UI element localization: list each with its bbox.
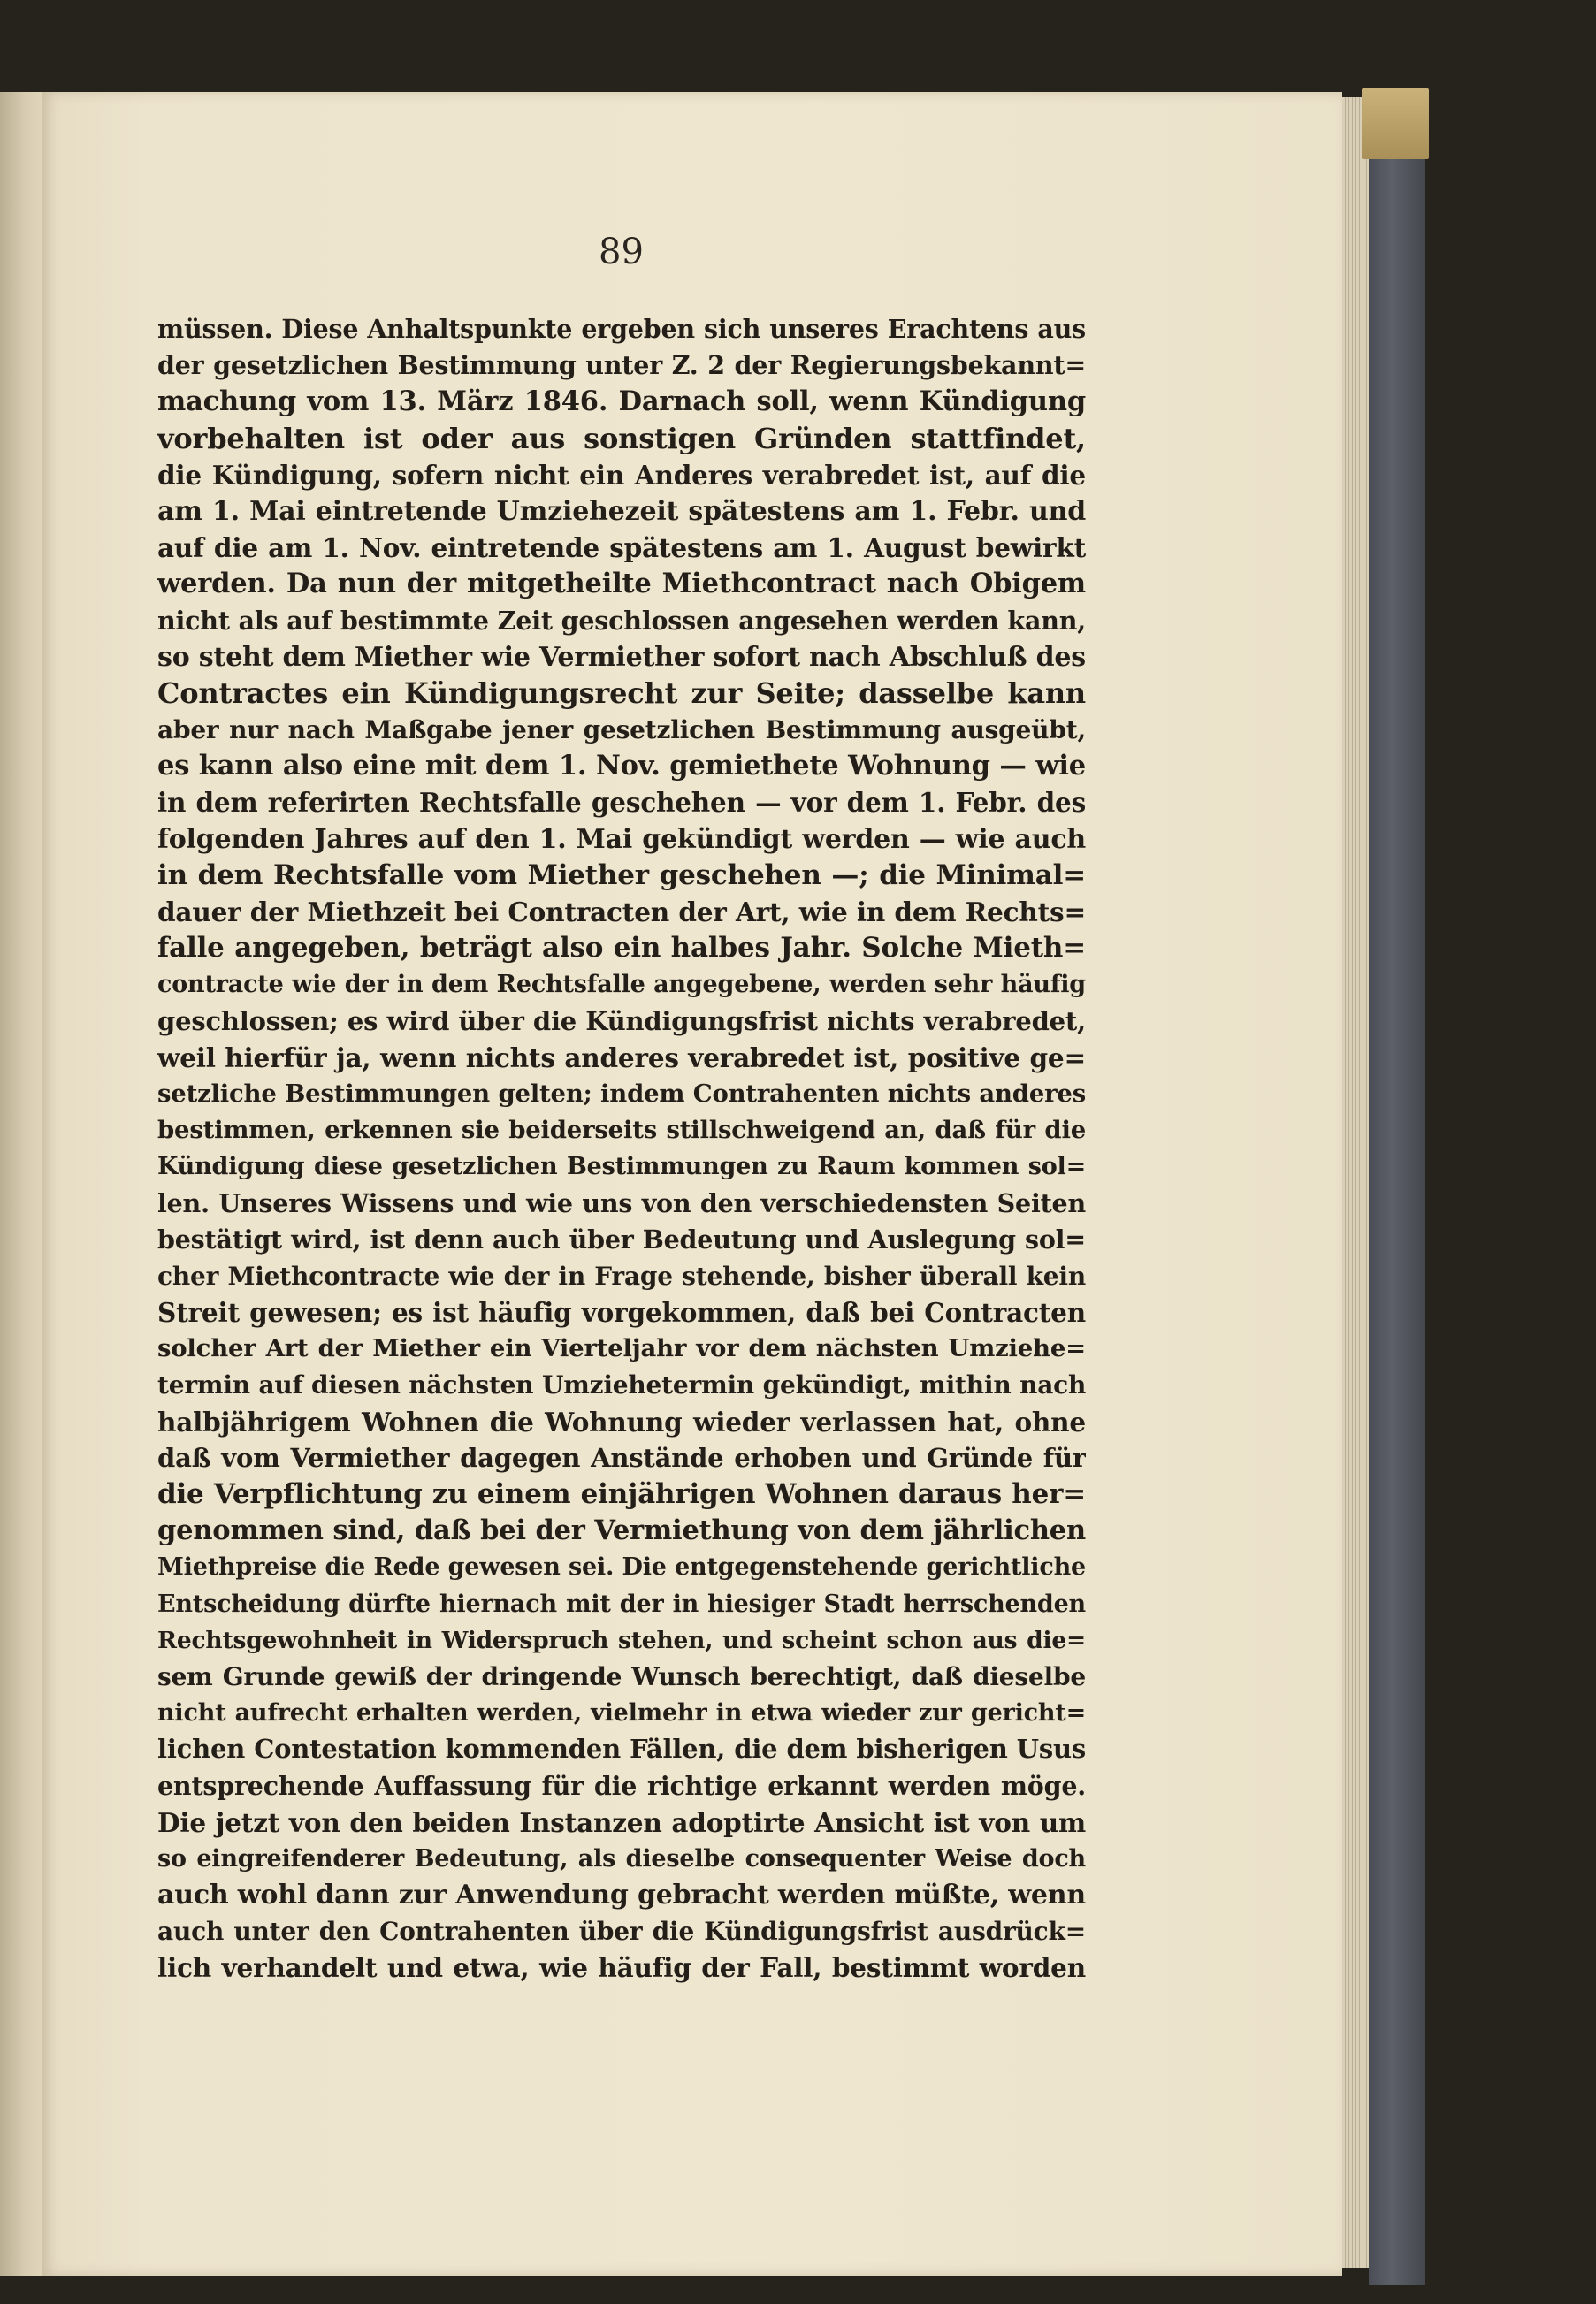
text-line: in dem referirten Rechtsfalle geschehen — vor dem 1. Febr. des — [157, 787, 1086, 819]
text-line: Miethpreise die Rede gewesen sei. Die entgegenstehende gerichtliche — [157, 1553, 1086, 1582]
text-line: Entscheidung dürfte hiernach mit der in hiesiger Stadt herrschenden — [157, 1590, 1086, 1618]
text-line: werden. Da nun der mitgetheilte Miethcontract nach Obigem — [157, 568, 1086, 600]
text-line: contracte wie der in dem Rechtsfalle angegebene, werden sehr häufig — [157, 971, 1086, 999]
page-edges — [1342, 97, 1369, 2268]
text-line: genommen sind, daß bei der Vermiethung von dem jährlichen — [157, 1514, 1086, 1547]
text-line: lichen Contestation kommenden Fällen, die dem bisherigen Usus — [157, 1734, 1086, 1765]
text-line: halbjährigem Wohnen die Wohnung wieder verlassen hat, ohne — [157, 1406, 1086, 1438]
text-line: bestimmen, erkennen sie beiderseits stillschweigend an, daß für die — [157, 1116, 1086, 1145]
book-cover — [1369, 88, 1425, 2285]
text-line: es kann also eine mit dem 1. Nov. gemiethete Wohnung — wie — [157, 750, 1086, 782]
text-line: machung vom 13. März 1846. Darnach soll, wenn Kündigung — [157, 385, 1086, 418]
text-line: Rechtsgewohnheit in Widerspruch stehen, und scheint schon aus die= — [157, 1626, 1086, 1654]
text-line: Streit gewesen; es ist häufig vorgekommen, daß bei Contracten — [157, 1297, 1086, 1329]
text-line: nicht aufrecht erhalten werden, vielmehr in etwa wieder zur gericht= — [157, 1699, 1086, 1728]
text-line: Kündigung diese gesetzlichen Bestimmungen zu Raum kommen sol= — [157, 1153, 1086, 1181]
text-line: die Verpflichtung zu einem einjährigen Wohnen daraus her= — [157, 1478, 1086, 1510]
text-line: falle angegeben, beträgt also ein halbes Jahr. Solche Mieth= — [157, 932, 1086, 965]
page-number: 89 — [599, 232, 644, 272]
previous-page-edge — [0, 92, 43, 2276]
text-line: termin auf diesen nächsten Umziehetermin gekündigt, mithin nach — [157, 1370, 1086, 1400]
text-line: auch wohl dann zur Anwendung gebracht werden müßte, wenn — [157, 1880, 1086, 1911]
text-line: setzliche Bestimmungen gelten; indem Contrahenten nichts anderes — [157, 1079, 1086, 1108]
text-line: solcher Art der Miether ein Vierteljahr vor dem nächsten Umziehe= — [157, 1334, 1086, 1363]
text-line: in dem Rechtsfalle vom Miether geschehen —; die Minimal= — [157, 858, 1086, 891]
text-line: die Kündigung, sofern nicht ein Anderes verabredet ist, auf die — [157, 459, 1086, 491]
text-line: so eingreifenderer Bedeutung, als dieselbe consequenter Weise doch — [157, 1844, 1086, 1873]
body-text — [157, 311, 1086, 1987]
text-line: cher Miethcontracte wie der in Frage stehende, bisher überall kein — [157, 1261, 1086, 1291]
text-line: der gesetzlichen Bestimmung unter Z. 2 der Regierungsbekannt= — [157, 350, 1086, 381]
text-line: bestätigt wird, ist denn auch über Bedeutung und Auslegung sol= — [157, 1224, 1086, 1255]
text-line: folgenden Jahres auf den 1. Mai gekündigt werden — wie auch — [157, 823, 1086, 855]
text-line: Die jetzt von den beiden Instanzen adoptirte Ansicht ist von um — [157, 1806, 1086, 1838]
cover-corner — [1362, 88, 1429, 159]
text-line: vorbehalten ist oder aus sonstigen Gründen stattfindet, — [157, 421, 1086, 455]
text-line: am 1. Mai eintretende Umziehezeit spätestens am 1. Febr. und — [157, 495, 1086, 527]
text-line: nicht als auf bestimmte Zeit geschlossen angesehen werden kann, — [157, 605, 1086, 636]
text-line: auf die am 1. Nov. eintretende spätestens am 1. August bewirkt — [157, 532, 1086, 564]
text-line: dauer der Miethzeit bei Contracten der Art, wie in dem Rechts= — [157, 896, 1086, 927]
text-line: müssen. Diese Anhaltspunkte ergeben sich unseres Erachtens aus — [157, 314, 1086, 344]
text-line: so steht dem Miether wie Vermiether sofort nach Abschluß des — [157, 641, 1086, 673]
text-line: geschlossen; es wird über die Kündigungsfrist nichts verabredet, — [157, 1005, 1086, 1036]
text-line: auch unter den Contrahenten über die Kündigungsfrist ausdrück= — [157, 1917, 1086, 1947]
text-line: aber nur nach Maßgabe jener gesetzlichen Bestimmung ausgeübt, — [157, 715, 1086, 745]
text-line: daß vom Vermiether dagegen Anstände erhoben und Gründe für — [157, 1442, 1086, 1473]
text-line: sem Grunde gewiß der dringende Wunsch berechtigt, daß dieselbe — [157, 1661, 1086, 1691]
text-line: entsprechende Auffassung für die richtige erkannt werden möge. — [157, 1770, 1086, 1801]
text-line: lich verhandelt und etwa, wie häufig der Fall, bestimmt worden — [157, 1952, 1086, 1984]
text-line: weil hierfür ja, wenn nichts anderes verabredet ist, positive ge= — [157, 1041, 1086, 1073]
text-line: Contractes ein Kündigungsrecht zur Seite; dasselbe kann — [157, 675, 1086, 710]
text-line: len. Unseres Wissens und wie uns von den verschiedensten Seiten — [157, 1187, 1086, 1218]
